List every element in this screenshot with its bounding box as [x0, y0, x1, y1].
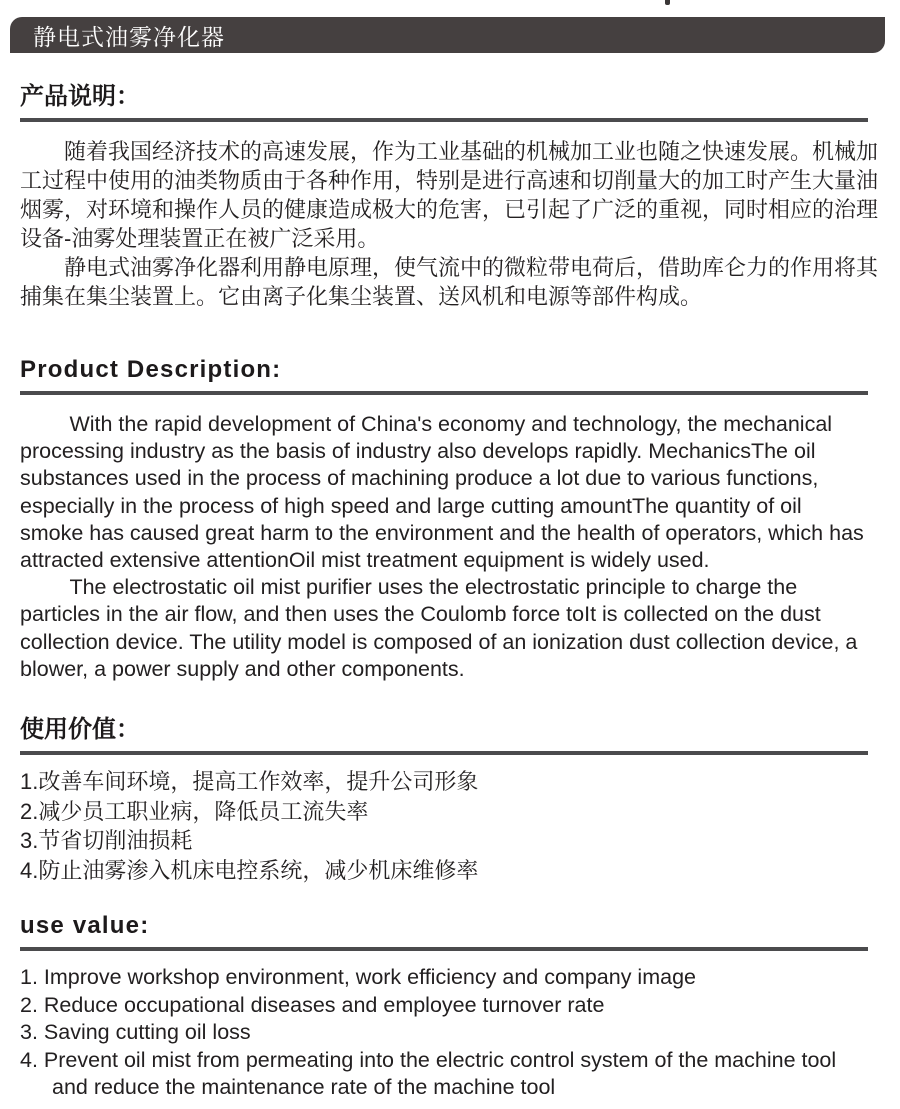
paragraph: The electrostatic oil mist purifier uses the electrostatic principle to charge the particles in the air flow, and then uses the Coulomb force toIt is collected on the dust collection device. The utility model is composed of an ionization dust collection device, a blower, a power supply and other components. — [20, 575, 858, 681]
list-item: 4.防止油雾渗入机床电控系统，减少机床维修率 — [20, 857, 479, 883]
page-content — [20, 0, 880, 1102]
paragraph: 静电式油雾净化器利用静电原理，使气流中的微粒带电荷后，借助库仑力的作用将其捕集在集尘装置上。它由离子化集尘装置、送风机和电源等部件构成。 — [20, 255, 879, 309]
divider-rule — [20, 751, 868, 755]
list-item: 4. Prevent oil mist from permeating into the electric control system of the machine tool and reduce the maintenance rate of the machine tool — [20, 1047, 837, 1100]
heading-product-description-cn: 产品说明： — [20, 83, 140, 110]
divider-rule — [20, 118, 868, 122]
heading-use-value-en: use value: — [20, 912, 150, 940]
paragraph: 随着我国经济技术的高速发展，作为工业基础的机械加工业也随之快速发展。机械加工过程中使用的油类物质由于各种作用，特别是进行高速和切削量大的加工时产生大量油烟雾，对环境和操作人员的健康造成极大的危害，已引起了广泛的重视，同时相应的治理设备-油雾处理装置正在被广泛采用。 — [20, 139, 879, 251]
heading-product-description-en: Product Description: — [20, 356, 282, 383]
page-title: 静电式油雾净化器 — [33, 23, 225, 50]
list-item: 2. Reduce occupational diseases and employee turnover rate — [20, 992, 605, 1017]
list-item: 3. Saving cutting oil loss — [20, 1020, 251, 1045]
product-description-cn — [20, 137, 880, 311]
list-item: 2.减少员工职业病，降低员工流失率 — [20, 798, 369, 824]
list-item: 1. Improve workshop environment, work efficiency and company image — [20, 965, 696, 990]
list-item: 3.节省切削油损耗 — [20, 828, 193, 854]
use-value-list-cn — [20, 767, 880, 885]
heading-use-value-cn: 使用价值： — [20, 716, 140, 744]
divider-rule — [20, 947, 868, 951]
use-value-list-en — [20, 964, 868, 1102]
product-description-en — [20, 411, 868, 683]
paragraph: With the rapid development of China's economy and technology, the mechanical processing industry as the basis of industry also develops rapidly. MechanicsThe oil substances used in the process of machining produce a lot due to various functions, especially in the process of high speed and large cutting amountThe quantity of oil smoke has caused great harm to the environment and the health of operators, which has attracted extensive attentionOil mist treatment equipment is widely used. — [20, 412, 864, 573]
divider-rule — [20, 391, 868, 395]
list-item: 1.改善车间环境，提高工作效率，提升公司形象 — [20, 769, 479, 795]
